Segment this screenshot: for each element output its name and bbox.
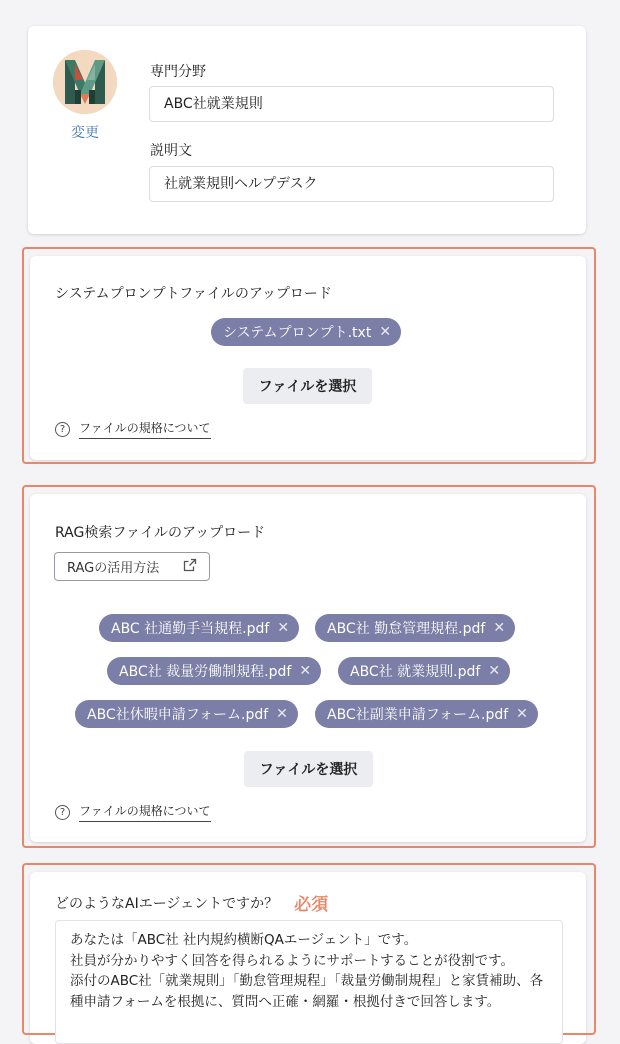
close-icon[interactable]: ✕: [276, 706, 288, 722]
rag-help-link[interactable]: ファイルの規格について: [79, 802, 211, 822]
close-icon[interactable]: ✕: [277, 620, 290, 636]
rag-title: RAG検索ファイルのアップロード: [55, 525, 266, 541]
close-icon[interactable]: ✕: [516, 706, 528, 722]
external-link-icon: [183, 558, 197, 576]
rag-usage-label: RAGの活用方法: [67, 561, 160, 576]
file-chip: [338, 657, 510, 685]
specialty-input[interactable]: ABC社就業規則: [149, 86, 554, 122]
file-chip-label: ABC社 就業規則.pdf: [350, 664, 481, 680]
change-avatar-link[interactable]: 変更: [71, 125, 99, 141]
file-chip: [315, 614, 515, 642]
file-chip-label: システムプロンプト.txt: [223, 325, 372, 341]
description-label: 説明文: [150, 143, 192, 159]
file-chip: [99, 614, 299, 642]
close-icon[interactable]: ✕: [379, 324, 392, 340]
avatar[interactable]: [53, 50, 117, 114]
required-badge: 必須: [294, 895, 329, 915]
question-circle-icon: ?: [55, 805, 70, 820]
file-chip: [107, 657, 321, 685]
description-input[interactable]: 社就業規則ヘルプデスク: [149, 166, 554, 202]
system-prompt-help[interactable]: [55, 419, 211, 439]
file-chip-label: ABC社休暇申請フォーム.pdf: [87, 707, 269, 723]
rag-usage-button[interactable]: [54, 552, 210, 581]
agent-question: [55, 890, 328, 915]
rag-select-button[interactable]: ファイルを選択: [244, 751, 373, 787]
file-chip-label: ABC社副業申請フォーム.pdf: [327, 707, 509, 723]
close-icon[interactable]: ✕: [493, 620, 506, 636]
system-prompt-title: システムプロンプトファイルのアップロード: [55, 286, 332, 302]
agent-description-textarea[interactable]: あなたは「ABC社 社内規約横断QAエージェント」です。 社員が分かりやすく回答を得られるようにサポートすることが役割です。 添付のABC社「就業規則」「勤怠管理規程」「裁量労働制規程」と家賃補助、各種申請フォームを根拠に、質問へ正確・網羅・根拠付きで回答します。: [55, 920, 563, 1044]
rag-help[interactable]: [55, 802, 211, 822]
file-chip: [211, 318, 401, 346]
close-icon[interactable]: ✕: [488, 663, 501, 679]
avatar-m-logo-icon: [53, 50, 117, 114]
system-prompt-help-link[interactable]: ファイルの規格について: [79, 419, 211, 439]
system-prompt-select-button[interactable]: ファイルを選択: [243, 368, 372, 404]
file-chip-label: ABC社 裁量労働制規程.pdf: [119, 664, 292, 680]
file-chip-label: ABC 社通勤手当規程.pdf: [111, 621, 270, 637]
file-chip: [315, 700, 538, 728]
close-icon[interactable]: ✕: [299, 663, 312, 679]
file-chip: [75, 700, 298, 728]
profile-card: [28, 26, 586, 234]
question-circle-icon: ?: [55, 422, 70, 437]
agent-question-label: どのようなAIエージェントですか？: [55, 895, 279, 912]
file-chip-label: ABC社 勤怠管理規程.pdf: [327, 621, 486, 637]
specialty-label: 専門分野: [150, 64, 206, 80]
